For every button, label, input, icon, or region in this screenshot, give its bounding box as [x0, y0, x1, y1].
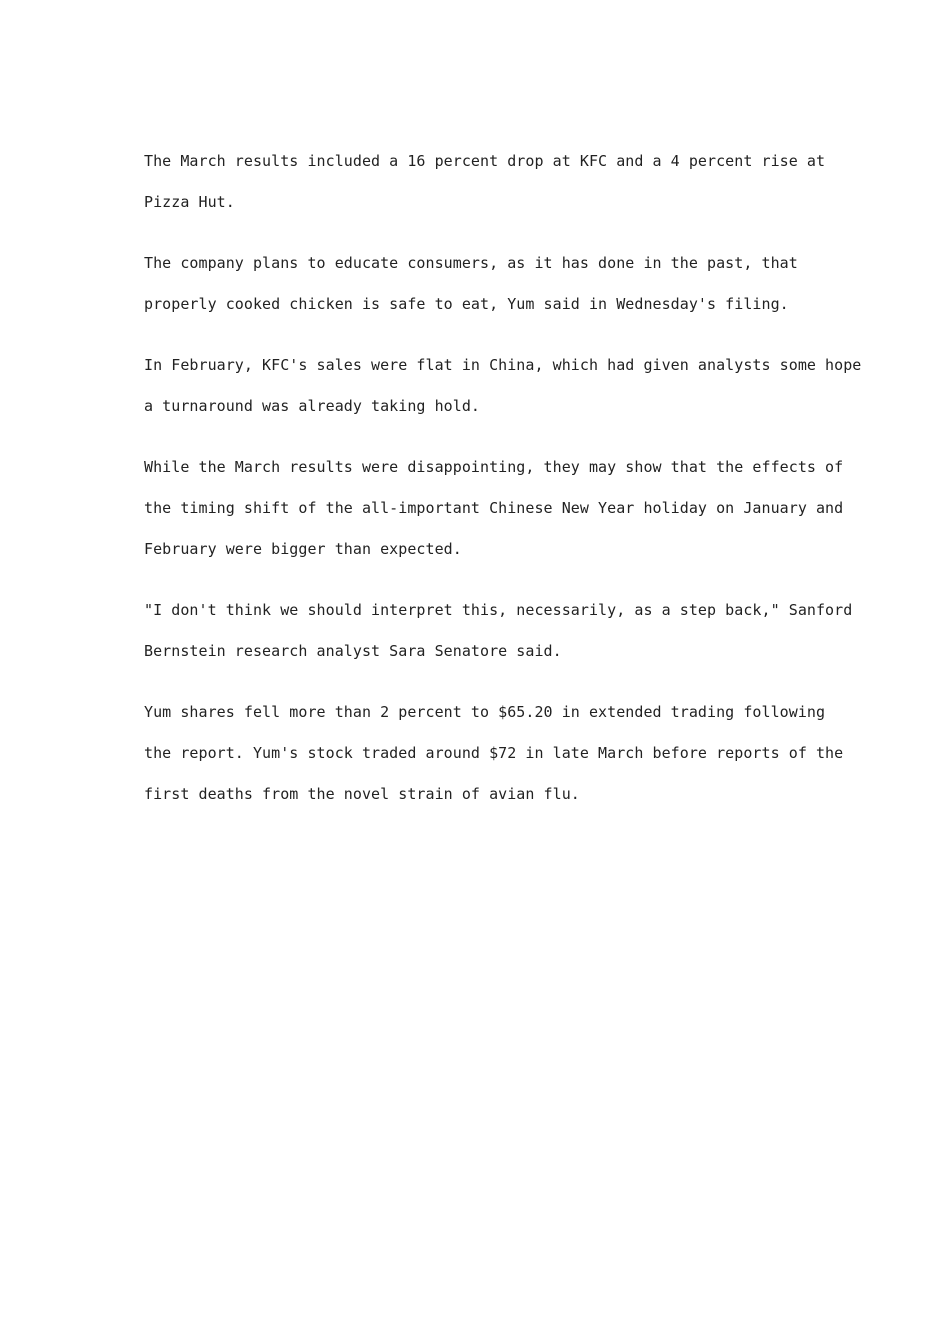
paragraph-line: The March results included a 16 percent drop at KFC and a 4 percent rise at [144, 152, 826, 170]
paragraph-line: first deaths from the novel strain of avian flu. [144, 785, 580, 803]
paragraph-5 [144, 590, 853, 672]
paragraph-line: the report. Yum's stock traded around $72 in late March before reports of the [144, 744, 844, 762]
paragraph-line: a turnaround was already taking hold. [144, 397, 480, 415]
paragraph-line: While the March results were disappointing, they may show that the effects of [144, 458, 844, 476]
paragraph-6 [144, 692, 844, 815]
paragraph-line: February were bigger than expected. [144, 540, 462, 558]
paragraph-line: the timing shift of the all-important Chinese New Year holiday on January and [144, 499, 844, 517]
paragraph-2 [144, 243, 824, 325]
paragraph-line: "I don't think we should interpret this, necessarily, as a step back," Sanford [144, 601, 853, 619]
paragraph-line: The company plans to educate consumers, as it has done in the past, that [144, 254, 798, 272]
paragraph-4 [144, 447, 844, 570]
paragraph-line: Bernstein research analyst Sara Senatore said. [144, 642, 562, 660]
paragraph-1 [144, 141, 824, 223]
paragraph-line: Yum shares fell more than 2 percent to $65.20 in extended trading following [144, 703, 826, 721]
paragraph-3 [144, 345, 862, 427]
paragraph-line: Pizza Hut. [144, 193, 235, 211]
article-body [144, 141, 862, 835]
paragraph-line: properly cooked chicken is safe to eat, Yum said in Wednesday's filing. [144, 295, 789, 313]
paragraph-line: In February, KFC's sales were flat in China, which had given analysts some hope [144, 356, 862, 374]
